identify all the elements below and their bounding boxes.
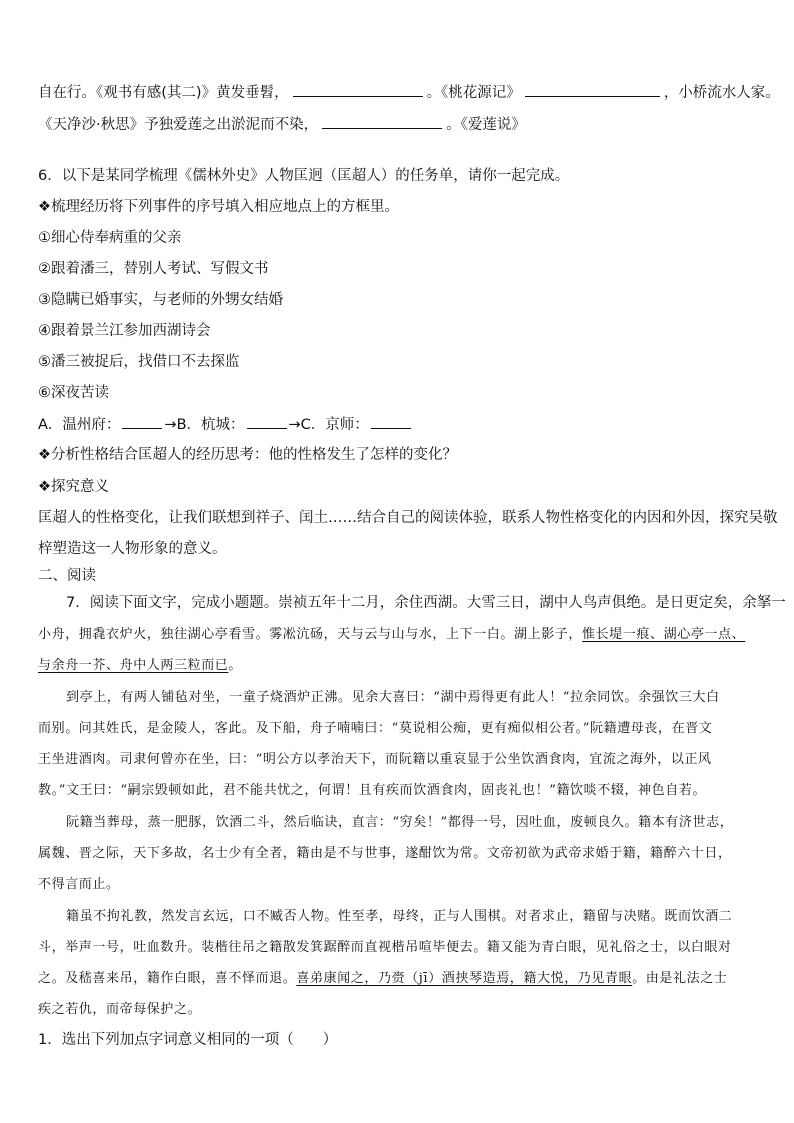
event-item-5: ⑤潘三被捉后，找借口不去探监 xyxy=(38,354,240,370)
underlined-sentence: 与余舟一芥、舟中人两三粒而已 xyxy=(38,658,229,673)
task-3-heading: ❖探究意义 xyxy=(38,479,109,495)
q7-line-3 xyxy=(38,656,762,676)
passage-p2-line-2: 而别。问其姓氏，是金陵人，客此。及下船，舟子喃喃曰：“莫说相公痴，更有痴似相公者。”阮籍遭母丧，在晋文 xyxy=(38,721,713,736)
answer-blank[interactable] xyxy=(322,114,442,129)
answer-blank[interactable] xyxy=(525,82,660,97)
poem-text: 自在行。《观书有感(其二)》黄发垂髫， xyxy=(38,85,289,101)
passage-text: 小舟，拥毳衣炉火，独往湖心亭看雪。雾凇沆砀，天与云与山与水，上下一白。湖上影子， xyxy=(38,627,583,642)
passage-p3-line-3: 不得言而止。 xyxy=(38,877,120,892)
event-item-1: ①细心侍奉病重的父亲 xyxy=(38,230,182,246)
task-1-heading: ❖梳理经历将下列事件的序号填入相应地点上的方框里。 xyxy=(38,199,399,215)
event-item-2: ②跟着潘三，替别人考试、写假文书 xyxy=(38,261,269,277)
task-3-paragraph-line-2: 梓塑造这一人物形象的意义。 xyxy=(38,541,227,557)
answer-blank[interactable] xyxy=(293,82,423,97)
place-a-blank[interactable] xyxy=(122,414,162,429)
poem-text: 《天净沙·秋思》予独爱莲之出淤泥而不染， xyxy=(38,117,319,133)
passage-p2-line-4: 教。”文王曰：“嗣宗毁顿如此，君不能共忧之，何谓！且有疾而饮酒食肉，固丧礼也！”籍饮啖不辍，神色自若。 xyxy=(38,783,707,798)
event-item-4: ④跟着景兰江参加西湖诗会 xyxy=(38,323,211,339)
section-2-heading: 二、阅读 xyxy=(38,568,96,584)
passage-p2-line-3: 王坐进酒肉。司隶何曾亦在坐，曰：“明公方以孝治天下，而阮籍以重哀显于公坐饮酒食肉，宜流之海外，以正风 xyxy=(38,752,712,767)
underlined-sentence: 惟长堤一痕、湖心亭一点、 xyxy=(582,627,746,642)
task-3-paragraph-line-1: 匡超人的性格变化，让我们联想到祥子、闰土……结合自己的阅读体验，联系人物性格变化的内因和外因，探究吴敬 xyxy=(38,510,778,526)
poem-text: 。《桃花源记》 xyxy=(426,85,521,101)
event-item-3: ③隐瞒已婚事实，与老师的外甥女结婚 xyxy=(38,292,283,308)
place-b-label: →B．杭城： xyxy=(164,417,245,433)
place-a-label: A．温州府： xyxy=(38,417,121,433)
poem-text: ，小桥流水人家。 xyxy=(663,85,780,101)
place-c-label: →C．京师： xyxy=(288,417,369,433)
passage-text: 。 xyxy=(228,658,243,673)
place-b-blank[interactable] xyxy=(247,414,287,429)
poem-line-1 xyxy=(38,82,780,103)
passage-p3-line-1: 阮籍当葬母，蒸一肥豚，饮酒二斗，然后临诀，直言：“穷矣！”都得一号，因吐血，废顿良久。籍本有济世志， xyxy=(66,815,734,830)
places-line xyxy=(38,414,762,435)
underlined-sentence: 喜弟康闻之，乃赍（jī）酒挟琴造焉，籍大悦，乃见青眼 xyxy=(296,971,633,986)
question-1-title: 1．选出下列加点字词意义相同的一项（ ） xyxy=(38,1032,338,1048)
passage-p4-line-4: 疾之若仇，而帝每保护之。 xyxy=(38,1002,202,1017)
passage-p4-line-2: 斗，举声一号，吐血数升。装楷往吊之籍散发箕踞醉而直视楷吊喧毕便去。籍又能为青白眼，见礼俗之士，以白眼对 xyxy=(38,940,732,955)
q7-intro: 7．阅读下面文字，完成小题题。崇祯五年十二月，余住西湖。大雪三日，湖中人鸟声俱绝。是日更定矣，余拏一 xyxy=(66,595,786,611)
passage-text: 之。及嵇喜来吊，籍作白眼，喜不怿而退。 xyxy=(38,971,297,986)
passage-p3-line-2: 属魏、晋之际，天下多故，名士少有全者，籍由是不与世事，遂酣饮为常。文帝初欲为武帝求婚于籍，籍醉六十日， xyxy=(38,846,732,861)
place-c-blank[interactable] xyxy=(371,414,411,429)
q7-line-1 xyxy=(66,593,786,613)
task-2-heading: ❖分析性格结合匡超人的经历思考：他的性格发生了怎样的变化？ xyxy=(38,447,457,463)
poem-line-2 xyxy=(38,114,762,135)
event-item-6: ⑥深夜苦读 xyxy=(38,385,109,401)
passage-p4-line-1: 籍虽不拘礼教，然发言玄远，口不臧否人物。性至孝，母终，正与人围棋。对者求止，籍留与决赌。既而饮酒二 xyxy=(66,909,733,924)
poem-text: 。《爱莲说》 xyxy=(446,117,526,133)
passage-p2-line-1: 到亭上，有两人铺毡对坐，一童子烧酒炉正沸。见余大喜曰：“湖中焉得更有此人！”拉余同饮。余强饮三大白 xyxy=(66,690,720,705)
question-6-title: 6．以下是某同学梳理《儒林外史》人物匡迥（匡超人）的任务单，请你一起完成。 xyxy=(38,168,570,184)
passage-text: 。由是礼法之士 xyxy=(632,971,728,986)
q7-line-2 xyxy=(38,625,762,645)
passage-p4-line-3 xyxy=(38,969,762,989)
